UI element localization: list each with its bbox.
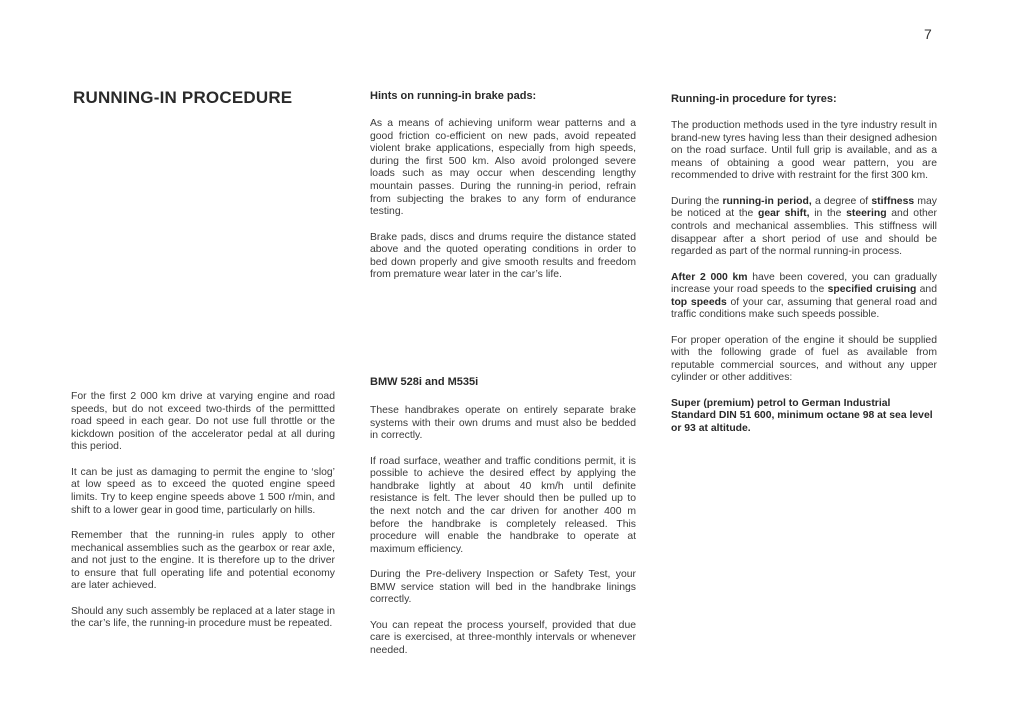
paragraph: For the first 2 000 km drive at varying engine and road speeds, but do not exceed two-thirds of the permittted road speed in each gear. Do not use full throttle or the kickdown position of the accelerator pedal at all during this period. bbox=[71, 391, 335, 453]
emphasis: running-in period, bbox=[722, 195, 812, 207]
text: have been covered, you can gradually increase your road speeds to the bbox=[671, 271, 937, 296]
text: During the bbox=[671, 195, 723, 207]
paragraph-stiffness bbox=[671, 196, 937, 259]
heading-bmw-models: BMW 528i and M535i bbox=[370, 376, 479, 388]
emphasis: stiffness bbox=[871, 195, 915, 207]
heading-bmw-models-wrap bbox=[370, 376, 478, 389]
paragraph: Remember that the running-in rules apply to other mechanical assemblies such as the gearbox or rear axle, and not just to the engine. It is therefore up to the driver to ensure that full operating life and potential economy are later achieved. bbox=[71, 529, 335, 592]
emphasis: specified cruising bbox=[827, 284, 917, 296]
heading-tyres-wrap bbox=[671, 93, 837, 106]
paragraph: These handbrakes operate on entirely separate brake systems with their own drums and must also be bedded in correctly. bbox=[370, 405, 636, 442]
paragraph: It can be just as damaging to permit the engine to ‘slog’ at low speed as to exceed the quoted engine speed limits. Try to keep engine speeds above 1 500 r/min, and shift to a lower gear in good time, particularly on hills. bbox=[71, 466, 335, 516]
paragraph: As a means of achieving uniform wear patterns and a good friction co-efficient on new pads, avoid repeated violent brake applications, especially from high speeds, during the first 500 km. Also avoid prolonged severe loads such as may occur when descending lengthy mountain passes. During the running-in period, refrain from subjecting the brakes to any form of endurance testing. bbox=[370, 118, 636, 218]
paragraph: You can repeat the process yourself, provided that due care is exercised, at three-monthly intervals or whenever needed. bbox=[370, 619, 636, 656]
section-tyres bbox=[671, 120, 937, 448]
emphasis: gear shift, bbox=[758, 208, 810, 220]
paragraph-speeds bbox=[671, 272, 937, 322]
paragraph-fuel-spec bbox=[671, 398, 937, 436]
emphasis: After 2 000 km bbox=[671, 271, 748, 283]
text: and bbox=[916, 284, 937, 296]
text: of your car, assuming that general road and traffic conditions make such speeds possible. bbox=[671, 296, 937, 321]
column-running-in-engine bbox=[71, 391, 335, 644]
paragraph: For proper operation of the engine it should be supplied with the following grade of fuel as available from reputable commercial sources, and without any upper cylinder or other additives: bbox=[671, 334, 937, 384]
page-number: 7 bbox=[924, 26, 932, 42]
heading-tyres: Running-in procedure for tyres: bbox=[671, 93, 837, 105]
paragraph: Should any such assembly be replaced at a later stage in the car’s life, the running-in procedure must be repeated. bbox=[71, 605, 335, 630]
emphasis: steering bbox=[846, 208, 887, 220]
page-title: RUNNING-IN PROCEDURE bbox=[73, 88, 293, 107]
text: in the bbox=[809, 208, 847, 220]
text: a degree of bbox=[811, 195, 872, 207]
emphasis: Super (premium) petrol to German Industrial Standard DIN 51 600, minimum octane 98 at sea level or 93 at altitude. bbox=[671, 397, 933, 435]
text: may be noticed at the bbox=[671, 195, 937, 220]
paragraph: The production methods used in the tyre industry result in brand-new tyres having less than their designed adhesion on the road surface. Until full grip is available, and as a means of obtaining a good wear pattern, you are recommended to drive with restraint for the first 300 km. bbox=[671, 120, 937, 182]
paragraph: If road surface, weather and traffic conditions permit, it is possible to achieve the desired effect by applying the handbrake lightly at about 40 km/h until definite resistance is felt. The lever should then be pulled up to the next notch and the car driven for another 400 m before the handbrake is completely released. This procedure will enable the handbrake to operate at maximum efficiency. bbox=[370, 455, 636, 555]
paragraph: Brake pads, discs and drums require the distance stated above and the quoted operating conditions in order to bed down properly and give smooth results and freedom from premature wear later in the car’s life. bbox=[370, 231, 636, 281]
section-brake-pads bbox=[370, 118, 636, 295]
text: and other controls and mechanical assemblies. This stiffness will disappear after a short period of use and should be regarded as part of the normal running-in process. bbox=[671, 208, 937, 258]
section-handbrakes bbox=[370, 405, 636, 670]
emphasis: top speeds bbox=[671, 296, 727, 308]
heading-brake-pads: Hints on running-in brake pads: bbox=[370, 90, 537, 102]
heading-brake-pads-wrap bbox=[370, 90, 536, 103]
paragraph: During the Pre-delivery Inspection or Safety Test, your BMW service station will bed in the handbrake linings correctly. bbox=[370, 569, 636, 606]
